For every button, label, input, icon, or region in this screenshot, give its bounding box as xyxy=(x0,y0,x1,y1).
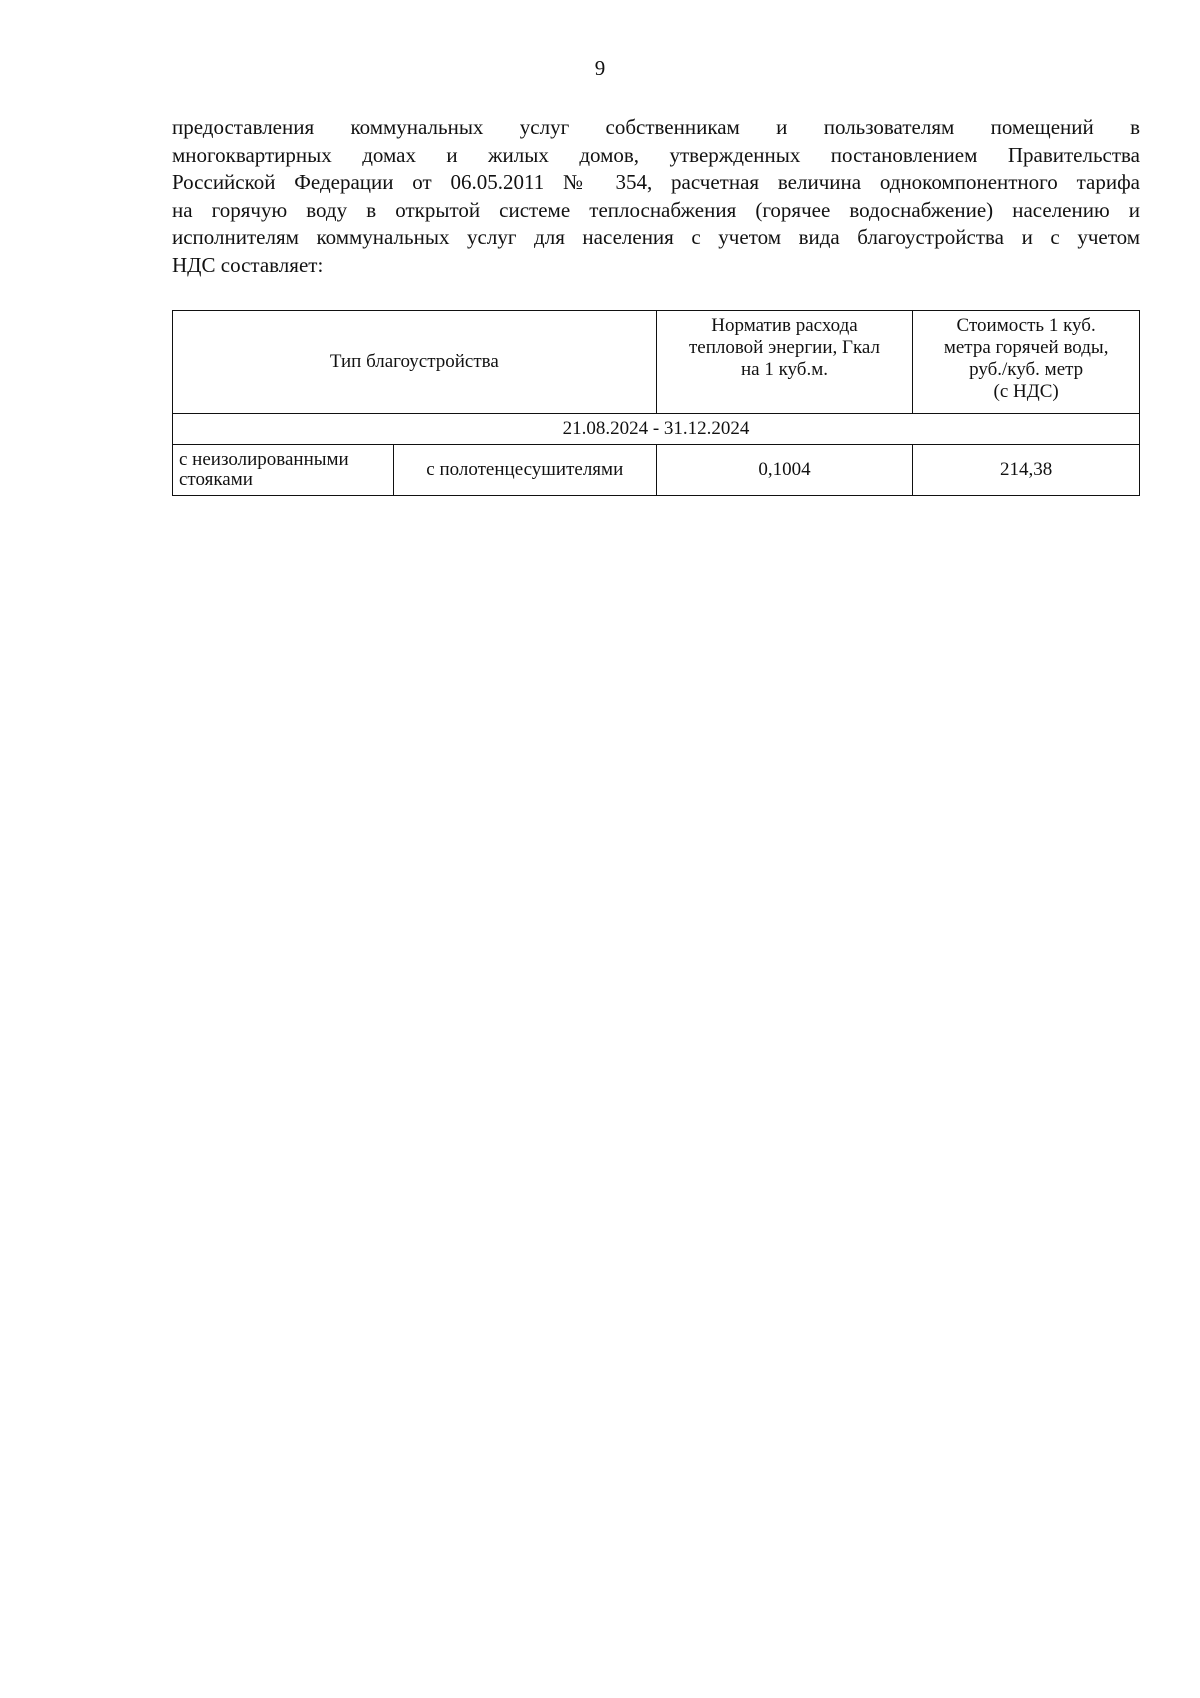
paragraph-line: исполнителям коммунальных услуг для населения с учетом вида благоустройства и с учетом xyxy=(172,225,1140,249)
body-paragraph xyxy=(172,114,1140,279)
table-row xyxy=(173,445,1140,496)
header-cost-line: метра горячей воды, xyxy=(943,337,1109,358)
period-row xyxy=(173,414,1140,445)
table-header-row xyxy=(173,311,1140,414)
header-norm-line: на 1 куб.м. xyxy=(740,359,828,380)
header-norm-line: тепловой энергии, Гкал xyxy=(688,337,880,358)
towel-dryer-cell: с полотенцесушителями xyxy=(393,445,656,496)
period-cell: 21.08.2024 - 31.12.2024 xyxy=(173,414,1140,445)
paragraph-line: многоквартирных домах и жилых домов, утвержденных постановлением Правительства xyxy=(172,142,1140,167)
riser-type-line: стояками xyxy=(179,469,253,490)
header-cost-line: руб./куб. метр xyxy=(969,359,1084,380)
header-improvement-type: Тип благоустройства xyxy=(173,311,657,414)
header-water-cost xyxy=(913,311,1140,414)
tariff-table xyxy=(172,310,1140,496)
header-norm-line: Норматив расхода xyxy=(711,315,858,336)
header-cost-line: Стоимость 1 куб. xyxy=(956,315,1096,336)
paragraph-line: НДС составляет: xyxy=(172,252,324,277)
riser-type-line: с неизолированными xyxy=(179,449,349,470)
paragraph-line: Российской Федерации от 06.05.2011 № 354, расчетная величина однокомпонентного тарифа xyxy=(172,170,1140,194)
heat-norm-value: 0,1004 xyxy=(656,445,913,496)
header-cost-line: (с НДС) xyxy=(993,381,1059,402)
header-heat-norm xyxy=(656,311,913,414)
paragraph-line: на горячую воду в открытой системе теплоснабжения (горячее водоснабжение) населению и xyxy=(172,197,1140,222)
paragraph-line: предоставления коммунальных услуг собственникам и пользователям помещений в xyxy=(172,115,1140,139)
riser-type-cell xyxy=(173,445,394,496)
page-number: 9 xyxy=(594,56,606,80)
water-cost-value: 214,38 xyxy=(913,445,1140,496)
